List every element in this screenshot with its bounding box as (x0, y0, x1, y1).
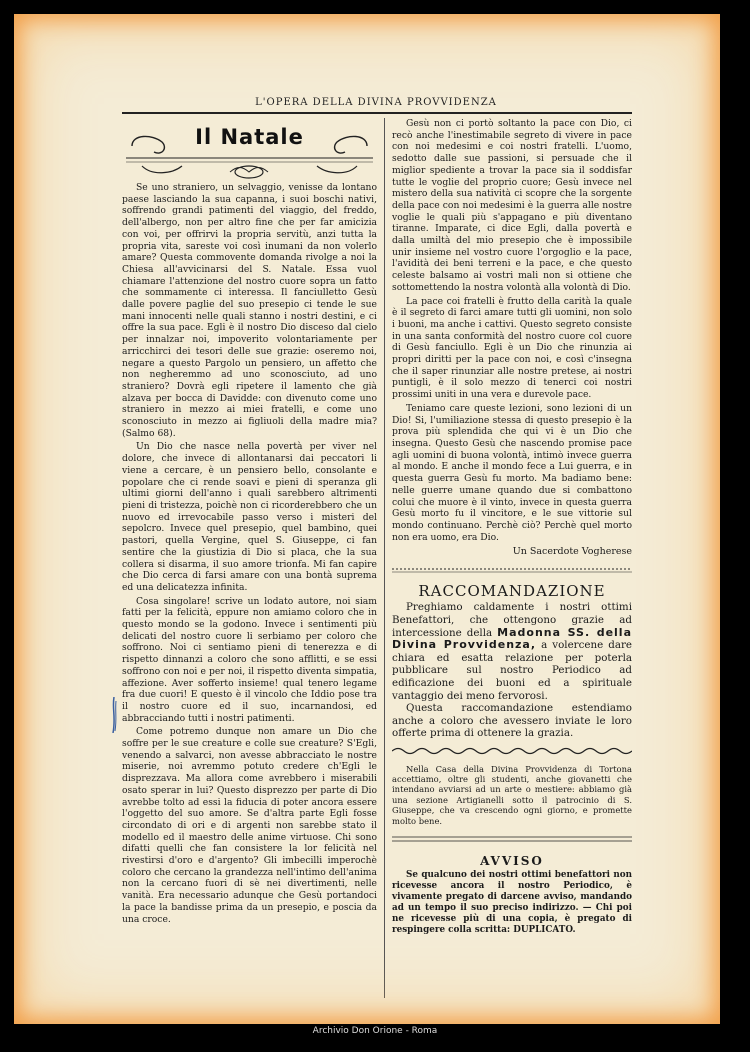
title-ornament (122, 126, 377, 180)
ornamental-divider-icon (392, 746, 632, 756)
right-column (392, 118, 632, 938)
author-signature: Un Sacerdote Vogherese (512, 546, 632, 558)
pencil-mark-icon (110, 697, 118, 733)
raccomandazione-p1a: Preghiamo caldamente i nostri ottimi Benefattori, che ottengono grazie ad intercessione della (392, 601, 632, 639)
paragraph: Se uno straniero, un selvaggio, venisse da lontano paese lasciando la sua capanna, i suoi boschi nativi, soffrendo grandi patimenti del viaggio, del freddo, dell'albergo, non per altro fine che per far amicizia con voi, per offrirvi la propria servitù, anzi tutta la propria vita, sareste voi così inumani da non volerlo amare? Questa commovente domanda rivolge a noi la Chiesa all'avvicinarsi del S. Natale. Essa vuol chiamare l'attenzione del nostro cuore sopra un fatto che sommamente ci interessa. Il fanciulletto Gesù dalle povere paglie del suo presepio ci tende le sue mani innocenti nelle quali stanno i nostri destini, e ci offre la sua pace. Egli è il nostro Dio disceso dal cielo per innalzar noi, impoverito volontariamente per arricchirci dei tesori delle sue grazie: oseremo noi, negare a questo Pargolo un pensiero, un affetto che non negheremmo ad uno sconosciuto, ad uno straniero? Dovrà egli ripetere il lamento che già alzava per bocca di Davidde: con divenuto come uno straniero in mezzo ai miei fratelli, e come uno sconosciuto in mezzo ai figliuoli della madre mia? (Salmo 68). (122, 182, 377, 439)
column-divider (384, 118, 385, 998)
paragraph: Cosa singolare! scrive un lodato autore, noi siam fatti per la felicità, eppure non amiamo coloro che in questo mondo se la godono. Invece i sentimenti più delicati del nostro cuore li serbiamo per coloro che soffrono. Noi ci sentiamo pieni di tenerezza e di rispetto dinnanzi a coloro che sono afflitti, e se essi soffrono con noi e per noi, il rispetto diventa simpatia, affezione. Aver sofferto insieme! qual tenero legame fra due cuori! E questo è il vincolo che Iddio pose tra il nostro cuore ed il suo, incarnandosi, ed abbracciando tutti i nostri patimenti. (122, 595, 377, 724)
newspaper-page (14, 14, 720, 1024)
header-rule (122, 112, 632, 114)
article-title: Il Natale (195, 125, 304, 149)
notice-paragraph: Nella Casa della Divina Provvidenza di Tortona accettiamo, oltre gli studenti, anche giovanetti che intendano avviarsi ad un arte o mestiere: abbiamo già una sezione Artigianelli sotto il patrocinio di S. Giuseppe, che va crescendo ogni giorno, e promette molto bene. (392, 763, 632, 826)
avviso-title: AVVISO (480, 853, 544, 868)
paragraph: Teniamo care queste lezioni, sono lezioni di un Dio! Si, l'umiliazione stessa di questo presepio è la prova più splendida che qui vi è un Dio che insegna. Questo Gesù che nascendo promise pace agli uomini di buona volontà, intimò invece guerra al mondo. E anche il mondo fece a Lui guerra, e in questa guerra Gesù fu morto. Ma badiamo bene: nelle guerre umane quando due si combattono colui che muore è il vinto, invece in questa guerra Gesù morto fu il vincitore, e le sue vittorie sul mondo continuano. Perchè ciò? Perchè quel morto non era uomo, era Dio. (392, 402, 632, 543)
paragraph: Gesù non ci portò soltanto la pace con Dio, ci recò anche l'inestimabile segreto di vivere in pace con noi medesimi e coi nostri fratelli. L'uomo, sedotto dalle sue passioni, si persuade che il miglior spediente a trovar la pace sia il soddisfar tutte le voglie del proprio cuore; Gesù invece nel mistero della sua natività ci scopre che la sorgente della pace con noi medesimi è la guerra alle nostre voglie le quali più s'appagano e più diventano tiranne. Imparate, ci dice Egli, dalla povertà e dalla umiltà del mio presepio che è impossibile unir insieme nel vostro cuore l'orgoglio e la pace, l'avidità dei beni terreni e la pace, e che questo celeste balsamo ai vostri mali non si ottiene che sottomettendo la nostra volontà alla volontà di Dio. (392, 118, 632, 293)
ornamental-divider-icon (392, 834, 632, 844)
paragraph: Come potremo dunque non amare un Dio che soffre per le sue creature e colle sue creature? S'Egli, venendo a salvarci, non avesse abbracciato le nostre miserie, noi avremmo potuto credere ch'Egli le disprezzava. Ma allora come avrebbero i miserabili osato sperar in lui? Questo disprezzo per parte di Dio avrebbe tolto ad essi la fiducia di poter ancora essere l'oggetto del suo amore. Se d'altra parte Egli fosse circondato di ori e di argenti non sarebbe stato il modello ed il maestro delle anime virtuose. Chi sono difatti quelli che fan consistere la lor felicità nel rivestirsi d'oro e d'argento? Gli imbecilli imperochè coloro che cercano la grandezza nell'intimo dell'anima non la cercano fuori di sè nei divertimenti, nelle vanità. Era necessario adunque che Gesù portandoci la pace la bandisse prima da un presepio, e poscia da una croce. (122, 726, 377, 925)
ornamental-divider-icon (392, 564, 632, 574)
page-header: L'OPERA DELLA DIVINA PROVVIDENZA (255, 97, 497, 108)
paragraph: Un Dio che nasce nella povertà per viver nel dolore, che invece di allontanarsi dai peccatori li viene a cercare, è un pensiero bello, consolante e popolare che ci rende soavi e pieni di speranza gli ultimi giorni dell'anno i quali sarebbero altrimenti pieni di tristezza, poichè non ci ricorderebbero che un nuovo ed irrevocabile passo verso i misteri del sepolcro. Invece quel presepio, quel bambino, quei pastori, quella Vergine, quel S. Giuseppe, ci fan sentire che la giustizia di Dio si placa, che la sua collera si disarma, il suo amore trionfa. Mi fan capire che Dio cerca di farsi amare con una bontà suprema ed una delicatezza infinita. (122, 441, 377, 593)
paragraph: La pace coi fratelli è frutto della carità la quale è il segreto di farci amare tutti gli uomini, non solo i buoni, ma anche i cattivi. Questo segreto consiste in una santa conformità del nostro cuore col cuore di Gesù fanciullo. Egli è un Dio che rinunzia ai propri diritti per la pace con noi, e così c'insegna che il saper rinunziar alle nostre pretese, ai nostri puntigli, è il solo mezzo di tenerci coi nostri prossimi uniti in una vera e durevole pace. (392, 295, 632, 401)
raccomandazione-text (392, 601, 632, 740)
madonna-name: Madonna SS. della Divina Provvidenza, (392, 625, 632, 652)
raccomandazione-title: RACCOMANDAZIONE (418, 581, 606, 600)
raccomandazione-p2: Questa raccomandazione estendiamo anche a coloro che avessero inviate le loro offerte prima di ottenere la grazia. (392, 702, 632, 740)
archive-caption: Archivio Don Orione - Roma (312, 1026, 438, 1036)
avviso-text: Se qualcuno dei nostri ottimi benefattori non ricevesse ancora il nostro Periodico, è vivamente pregato di darcene avviso, mandando ad un tempo il suo preciso indirizzo. — Chi poi ne ricevesse più di una copia, è pregato di respingere colla scritta: DUPLICATO. (392, 869, 632, 935)
left-column (122, 126, 377, 927)
raccomandazione-p1b: a volercene dare chiara ed esatta relazione per poterla pubblicare sul nostro Periodico ad edificazione dei buoni ed a spirituale vantaggio dei meno fervorosi. (392, 639, 632, 702)
